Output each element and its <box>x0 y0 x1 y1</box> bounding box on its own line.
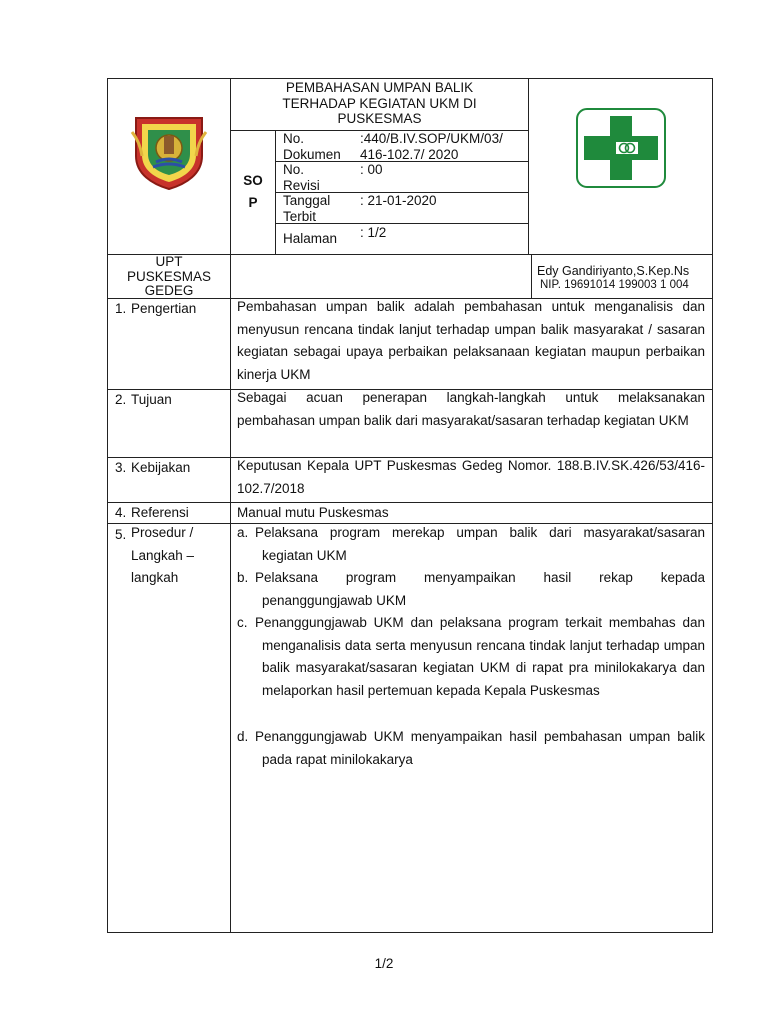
field-label-no-revisi: No. Revisi <box>283 162 320 193</box>
section-5-label: Prosedur / Langkah – langkah <box>131 525 195 585</box>
section-1-text: Pembahasan umpan balik adalah pembahasan untuk menganalisis dan menyusun rencana tindak lanjut terhadap umpan balik masyarakat / sasaran kegiatan sebagai upaya perbaikan pelaksanaan kegiatan maupun perbaikan kinerja UKM <box>237 299 705 382</box>
procedure-step-c <box>237 612 705 702</box>
section-4-label: Referensi <box>131 505 189 520</box>
signer-nip: NIP. 19691014 199003 1 004 <box>540 279 689 291</box>
section-1-label: Pengertian <box>131 301 197 316</box>
field-label-halaman: Halaman <box>283 231 338 246</box>
step-d-letter: d. <box>237 729 249 744</box>
title-line-3: PUSKESMAS <box>337 111 422 126</box>
section-3-text: Keputusan Kepala UPT Puskesmas Gedeg Nomor. 188.B.IV.SK.426/53/416-102.7/2018 <box>237 458 705 496</box>
section-1-number: 1. <box>115 301 127 316</box>
section-4-text: Manual mutu Puskesmas <box>237 505 389 520</box>
step-a-text: Pelaksana program merekap umpan balik dari masyarakat/sasaran kegiatan UKM <box>255 525 705 563</box>
section-3-label: Kebijakan <box>131 460 191 475</box>
unit-line-1: UPT <box>155 254 183 269</box>
unit-name <box>108 255 230 299</box>
regional-emblem-logo <box>126 112 212 190</box>
signer-name: Edy Gandiriyanto,S.Kep.Ns <box>537 264 690 278</box>
title-line-1: PEMBAHASAN UMPAN BALIK <box>285 80 474 95</box>
section-3-number: 3. <box>115 460 127 475</box>
sop-label <box>232 170 274 214</box>
title-line-2: TERHADAP KEGIATAN UKM DI <box>282 95 477 111</box>
procedure-step-d <box>237 726 705 771</box>
page-number: 1/2 <box>374 956 394 971</box>
section-5-number: 5. <box>115 527 127 542</box>
puskesmas-cross-logo <box>576 108 666 188</box>
step-a-letter: a. <box>237 525 249 540</box>
field-value-tanggal-terbit: : 21-01-2020 <box>360 193 437 208</box>
section-2-label: Tujuan <box>131 392 172 407</box>
field-value-no-dokumen: :440/B.IV.SOP/UKM/03/ 416-102.7/ 2020 <box>360 131 503 162</box>
field-label-no-dokumen: No. Dokumen <box>283 131 341 162</box>
step-c-text: Penanggungjawab UKM dan pelaksana program terkait membahas dan menganalisis data serta menyusun rencana tindak lanjut terhadap umpan balik masyarakat/sasaran kegiatan UKM di rapat pra minilokakarya dan melaporkan hasil pertemuan kepada Kepala Puskesmas <box>255 615 705 698</box>
step-c-letter: c. <box>237 615 248 630</box>
step-b-letter: b. <box>237 570 249 585</box>
sop-label-part-1: SO <box>243 173 263 188</box>
section-2-number: 2. <box>115 392 127 407</box>
field-value-no-revisi: : 00 <box>360 162 383 177</box>
section-2-text: Sebagai acuan penerapan langkah-langkah untuk melaksanakan pembahasan umpan balik dari masyarakat/sasaran terhadap kegiatan UKM <box>237 390 705 428</box>
unit-line-3: GEDEG <box>144 283 194 298</box>
field-label-tanggal-terbit: Tanggal Terbit <box>283 193 331 224</box>
section-4-number: 4. <box>115 505 127 520</box>
document-title <box>232 80 527 127</box>
unit-line-2: PUSKESMAS <box>126 268 212 284</box>
procedure-step-a <box>237 522 705 567</box>
field-value-halaman: : 1/2 <box>360 225 387 240</box>
step-b-text: Pelaksana program menyampaikan hasil rekap kepada penanggungjawab UKM <box>255 570 709 608</box>
step-d-text: Penanggungjawab UKM menyampaikan hasil pembahasan umpan balik pada rapat minilokakarya <box>255 729 705 767</box>
sop-label-part-2: P <box>248 195 258 210</box>
procedure-step-b <box>237 567 709 612</box>
